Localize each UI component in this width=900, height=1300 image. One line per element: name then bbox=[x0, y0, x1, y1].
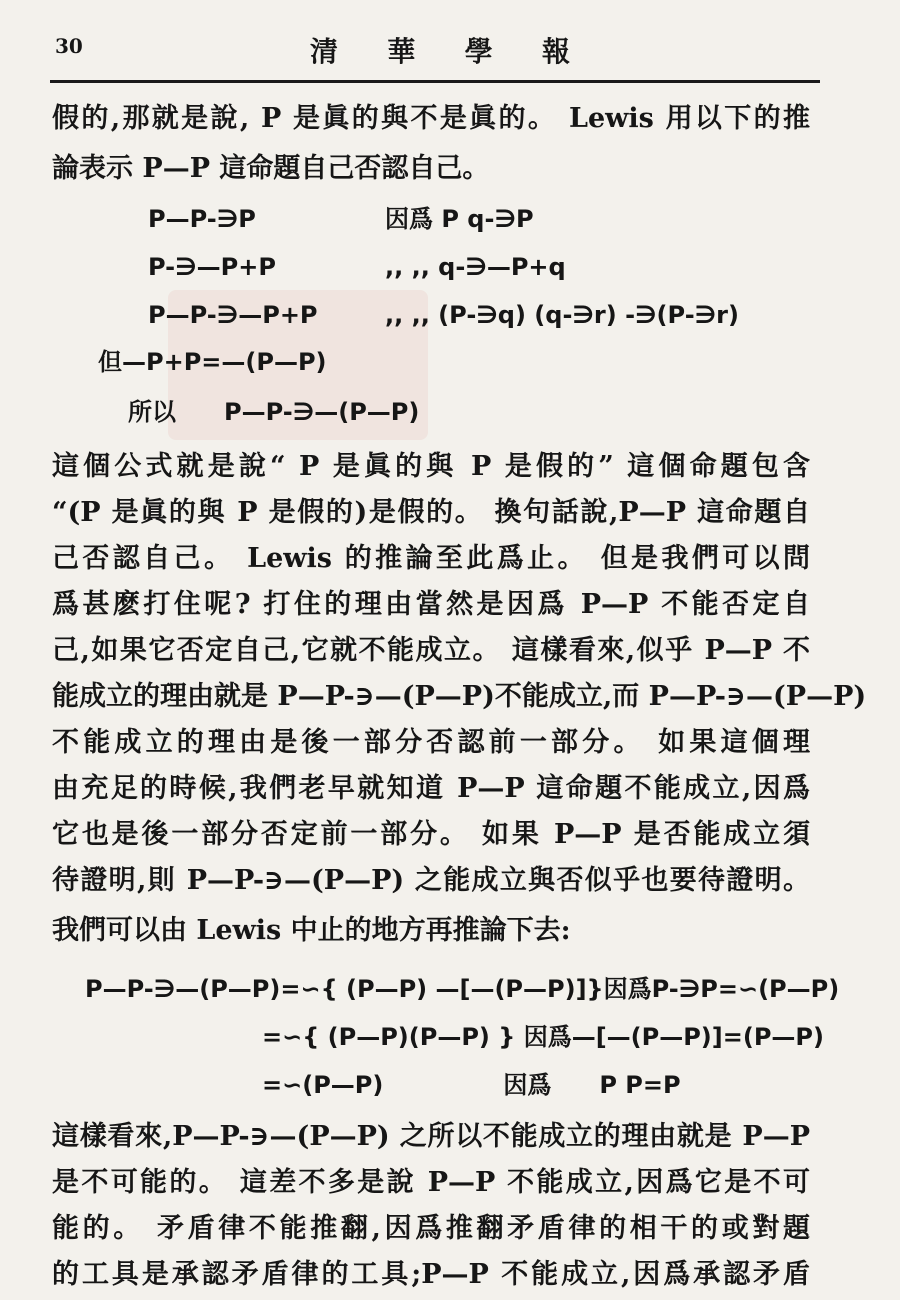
text-line: 能的。 矛盾律不能推翻,因爲推翻矛盾律的相干的或對題 bbox=[52, 1213, 810, 1244]
text-line: 論表示 P—P 這命題自己否認自己。 bbox=[52, 153, 490, 184]
text-line: 待證明,則 P—P-∋—(P—P) 之能成立與否似乎也要待證明。 bbox=[52, 865, 810, 896]
text-line: 這樣看來,P—P-∋—(P—P) 之所以不能成立的理由就是 P—P bbox=[52, 1121, 810, 1152]
text-line: 己,如果它否定自己,它就不能成立。 這樣看來,似乎 P—P 不 bbox=[52, 635, 810, 666]
text-line: 爲甚麽打住呢? 打住的理由當然是因爲 P—P 不能否定自 bbox=[52, 589, 810, 620]
text-line: 不能成立的理由是後一部分否認前一部分。 如果這個理 bbox=[52, 727, 810, 758]
text-line: 它也是後一部分否定前一部分。 如果 P—P 是否能成立須 bbox=[52, 819, 810, 850]
derivation-reason: 因爲 P q-∋P bbox=[385, 205, 534, 233]
journal-title-char: 報 bbox=[541, 35, 570, 68]
text-line: 的工具是承認矛盾律的工具;P—P 不能成立,因爲承認矛盾 bbox=[52, 1259, 810, 1290]
journal-title-char: 清 bbox=[310, 35, 339, 68]
derivation-reason: ,, ,, (P-∋q) (q-∋r) -∋(P-∋r) bbox=[385, 301, 739, 329]
derivation-formula: P—P-∋P bbox=[148, 205, 256, 233]
text-line: 是不可能的。 這差不多是說 P—P 不能成立,因爲它是不可 bbox=[52, 1167, 810, 1198]
text-line: 由充足的時候,我們老早就知道 P—P 這命題不能成立,因爲 bbox=[52, 773, 810, 804]
derivation-step: =∽{ (P—P)(P—P) } 因爲—[—(P—P)]=(P—P) bbox=[262, 1023, 824, 1051]
derivation-reason: ,, ,, q-∋—P+q bbox=[385, 253, 566, 281]
text-line: 我們可以由 Lewis 中止的地方再推論下去: bbox=[52, 915, 571, 946]
derivation-formula: P-∋—P+P bbox=[148, 253, 276, 281]
therefore-line: 所以 P—P-∋—(P—P) bbox=[128, 398, 420, 426]
derivation-formula: P—P-∋—P+P bbox=[148, 301, 318, 329]
journal-title-char: 華 bbox=[387, 35, 416, 68]
text-line: 己否認自己。 Lewis 的推論至此爲止。 但是我們可以問 bbox=[52, 543, 810, 574]
text-line: 這個公式就是說“ P 是眞的與 P 是假的” 這個命題包含 bbox=[52, 451, 810, 482]
page-number: 30 bbox=[55, 34, 83, 58]
text-line: “(P 是眞的與 P 是假的)是假的。 換句話說,P—P 這命題自 bbox=[52, 497, 810, 528]
journal-title-char: 學 bbox=[464, 35, 493, 68]
derivation-step: P—P-∋—(P—P)=∽{ (P—P) —[—(P—P)]}因爲P-∋P=∽(P—P) bbox=[85, 975, 840, 1003]
derivation-step: =∽(P—P) 因爲 P P=P bbox=[262, 1071, 681, 1099]
text-line: 假的,那就是說, P 是眞的與不是眞的。 Lewis 用以下的推 bbox=[52, 103, 810, 134]
but-line: 但—P+P=—(P—P) bbox=[98, 348, 327, 376]
text-line: 能成立的理由就是 P—P-∋—(P—P)不能成立,而 P—P-∋—(P—P) bbox=[52, 681, 867, 712]
